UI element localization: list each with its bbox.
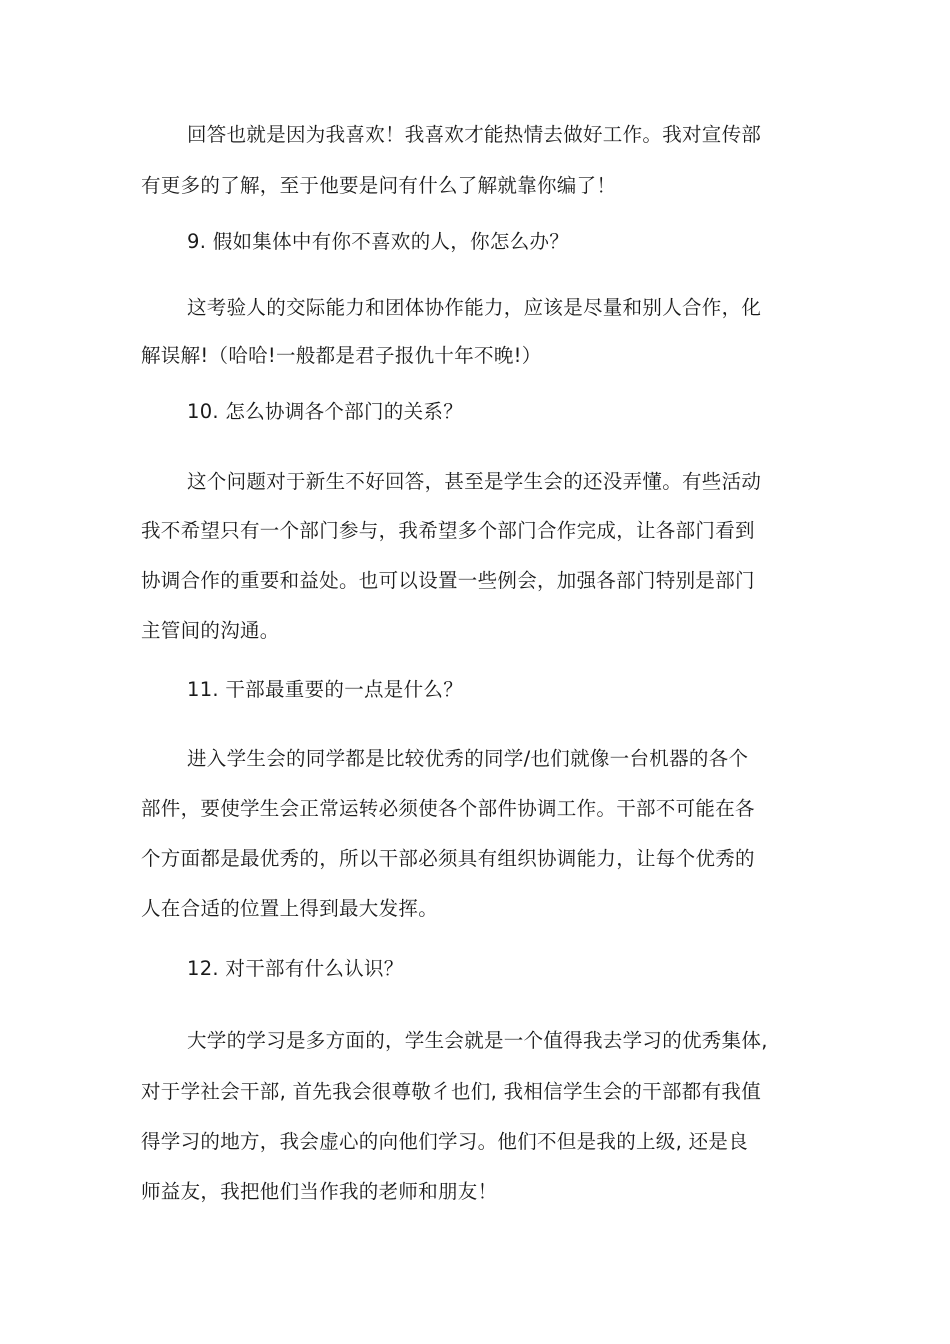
question-heading: 12. 对干部有什么认识？ xyxy=(187,957,404,980)
question-heading: 11. 干部最重要的一点是什么？ xyxy=(187,678,464,701)
paragraph-line: 协调合作的重要和益处。也可以设置一些例会，加强各部门特别是部门 xyxy=(141,569,755,592)
paragraph-line: 回答也就是因为我喜欢！我喜欢才能热情去做好工作。我对宣传部 xyxy=(187,123,762,146)
paragraph-line: 部件，要使学生会正常运转必须使各个部件协调工作。干部不可能在各 xyxy=(141,797,755,820)
paragraph-line: 主管间的沟通。 xyxy=(141,619,280,642)
paragraph-line: 对于学社会干部, 首先我会很尊敬彳也们, 我相信学生会的干部都有我值 xyxy=(141,1080,761,1103)
paragraph-line: 进入学生会的同学都是比较优秀的同学/也们就像一台机器的各个 xyxy=(187,747,749,770)
paragraph-line: 这个问题对于新生不好回答，甚至是学生会的还没弄懂。有些活动 xyxy=(187,470,762,493)
question-heading: 10. 怎么协调各个部门的关系？ xyxy=(187,400,464,423)
paragraph-line: 师益友，我把他们当作我的老师和朋友！ xyxy=(141,1180,498,1203)
paragraph-line: 人在合适的位置上得到最大发挥。 xyxy=(141,897,439,920)
paragraph-line: 得学习的地方，我会虚心的向他们学习。他们不但是我的上级, 还是良 xyxy=(141,1130,748,1153)
paragraph-line: 这考验人的交际能力和团体协作能力，应该是尽量和别人合作，化 xyxy=(187,296,762,319)
paragraph-line: 有更多的了解，至于他要是问有什么了解就靠你编了！ xyxy=(141,174,617,197)
question-heading: 9. 假如集体中有你不喜欢的人，你怎么办？ xyxy=(187,230,570,253)
paragraph-line: 我不希望只有一个部门参与，我希望多个部门合作完成，让各部门看到 xyxy=(141,519,755,542)
paragraph-line: 个方面都是最优秀的，所以干部必须具有组织协调能力，让每个优秀的 xyxy=(141,847,755,870)
paragraph-line: 大学的学习是多方面的，学生会就是一个值得我去学习的优秀集体, xyxy=(187,1029,768,1052)
paragraph-line: 解误解!（哈哈!一般都是君子报仇十年不晚!） xyxy=(141,344,542,367)
